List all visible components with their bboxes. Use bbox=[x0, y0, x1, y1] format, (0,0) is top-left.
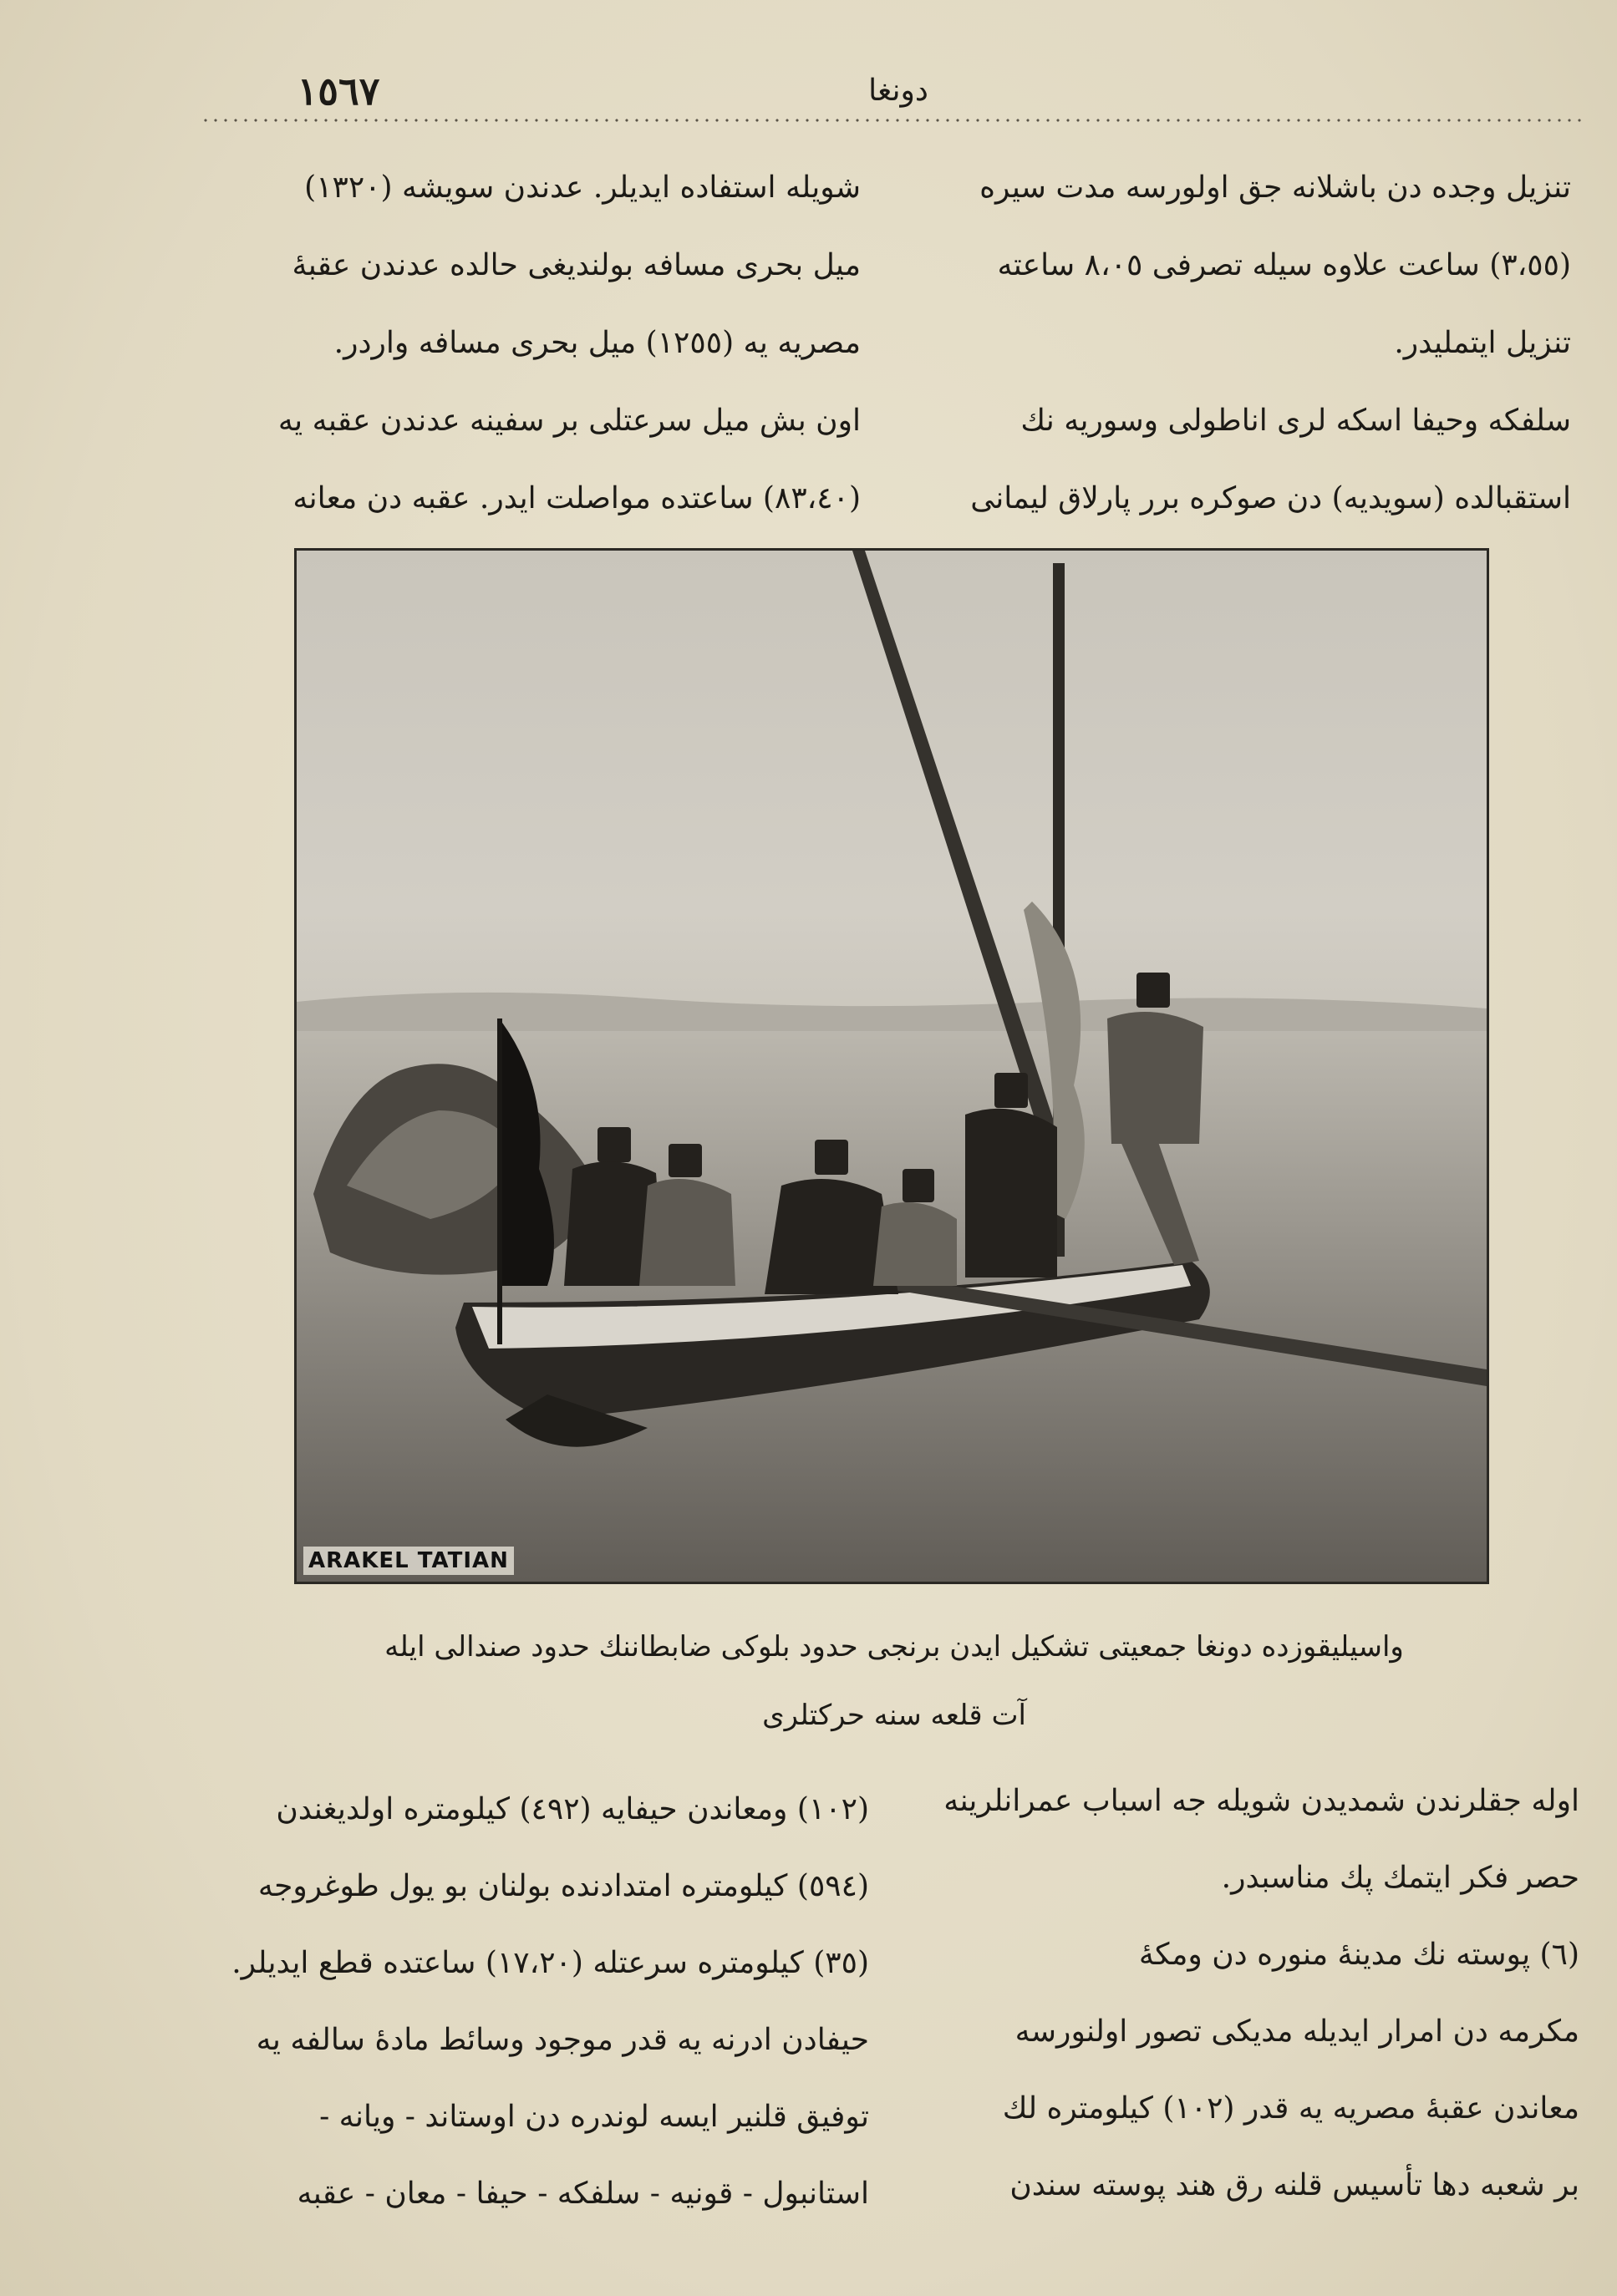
photo-caption bbox=[309, 1613, 1479, 1750]
page-number: ١٥٦٧ bbox=[297, 69, 380, 114]
caption-line-1: واسيليقوزده دونغا جمعيتى تشكيل ايدن برنجى حدود بلوكى ضابطاننك حدود صندالى ايله bbox=[384, 1630, 1404, 1664]
dotted-header-rule bbox=[201, 117, 1588, 124]
text-line: اون بش ميل سرعتلى بر سفينه عدندن عقبه يه bbox=[277, 404, 861, 438]
caption-line-2: آت قلعه سنه حركتلرى bbox=[762, 1699, 1026, 1732]
text-line: اوله جقلرندن شمديدن شويله جه اسباب عمرانلرينه bbox=[943, 1784, 1579, 1818]
running-title: دونغا bbox=[868, 74, 928, 108]
text-line: تنزيل ايتمليدر. bbox=[1394, 326, 1571, 360]
text-line: استانبول - قونيه - سلفكه - حيفا - معان - عقبه bbox=[297, 2177, 869, 2211]
text-line: شويله استفاده ايديلر. عدندن سويشه (١٣٢٠) bbox=[304, 170, 861, 205]
text-line: بر شعبه دها تأسيس قلنه رق هند پوسته سندن bbox=[1009, 2168, 1579, 2202]
text-line: معاندن عقبهٔ مصريه يه قدر (١٠٢) كيلومتره لك bbox=[1002, 2091, 1579, 2126]
text-line: (١٠٢) ومعاندن حيفايه (٤٩٢) كيلومتره اولديغندن bbox=[276, 1792, 869, 1826]
photo-credit: ARAKEL TATIAN bbox=[303, 1547, 514, 1575]
photograph-boat bbox=[294, 548, 1489, 1584]
text-line: (٨٣،٤٠) ساعتده مواصلت ايدر. عقبه دن معانه bbox=[292, 481, 861, 516]
text-line: حيفادن ادرنه يه قدر موجود وسائط مادهٔ سالفه يه bbox=[256, 2023, 869, 2057]
text-line: توفيق قلنير ايسه لوندره دن اوستاند - ويانه - bbox=[319, 2100, 869, 2134]
text-line: (٥٩٤) كيلومتره امتدادنده بولنان بو يول طوغروجه bbox=[257, 1869, 869, 1903]
bottom-right-column bbox=[928, 1763, 1579, 2224]
text-line: حصر فكر ايتمك پك مناسبدر. bbox=[1221, 1861, 1579, 1895]
bottom-left-column bbox=[192, 1771, 869, 2233]
text-line: تنزيل وجده دن باشلانه جق اولورسه مدت سيره bbox=[979, 170, 1571, 205]
photograph-boat-with-officers-icon bbox=[297, 551, 1487, 1582]
text-line: استقبالده (سويديه) دن صوكره برر پارلاق ليمانى bbox=[970, 481, 1571, 516]
top-left-column bbox=[201, 149, 861, 537]
text-line: (٣٥) كيلومتره سرعتله (١٧،٢٠) ساعتده قطع ايديلر. bbox=[231, 1946, 869, 1980]
text-line: (٦) پوسته نك مدينهٔ منوره دن ومكهٔ bbox=[1138, 1938, 1579, 1972]
text-line: سلفكه وحيفا اسكه لرى اناطولى وسوريه نك bbox=[1020, 404, 1571, 438]
text-line: ميل بحرى مسافه بولنديغى حالده عدندن عقبهٔ bbox=[292, 248, 861, 282]
text-line: (٣،٥٥) ساعت علاوه سيله تصرفى ٨،٠٥ ساعته bbox=[997, 248, 1571, 282]
text-line: مصريه يه (١٢٥٥) ميل بحرى مسافه واردر. bbox=[333, 326, 861, 360]
text-line: مكرمه دن امرار ايديله مديكى تصور اولنورسه bbox=[1014, 2014, 1579, 2049]
top-right-column bbox=[928, 149, 1571, 537]
